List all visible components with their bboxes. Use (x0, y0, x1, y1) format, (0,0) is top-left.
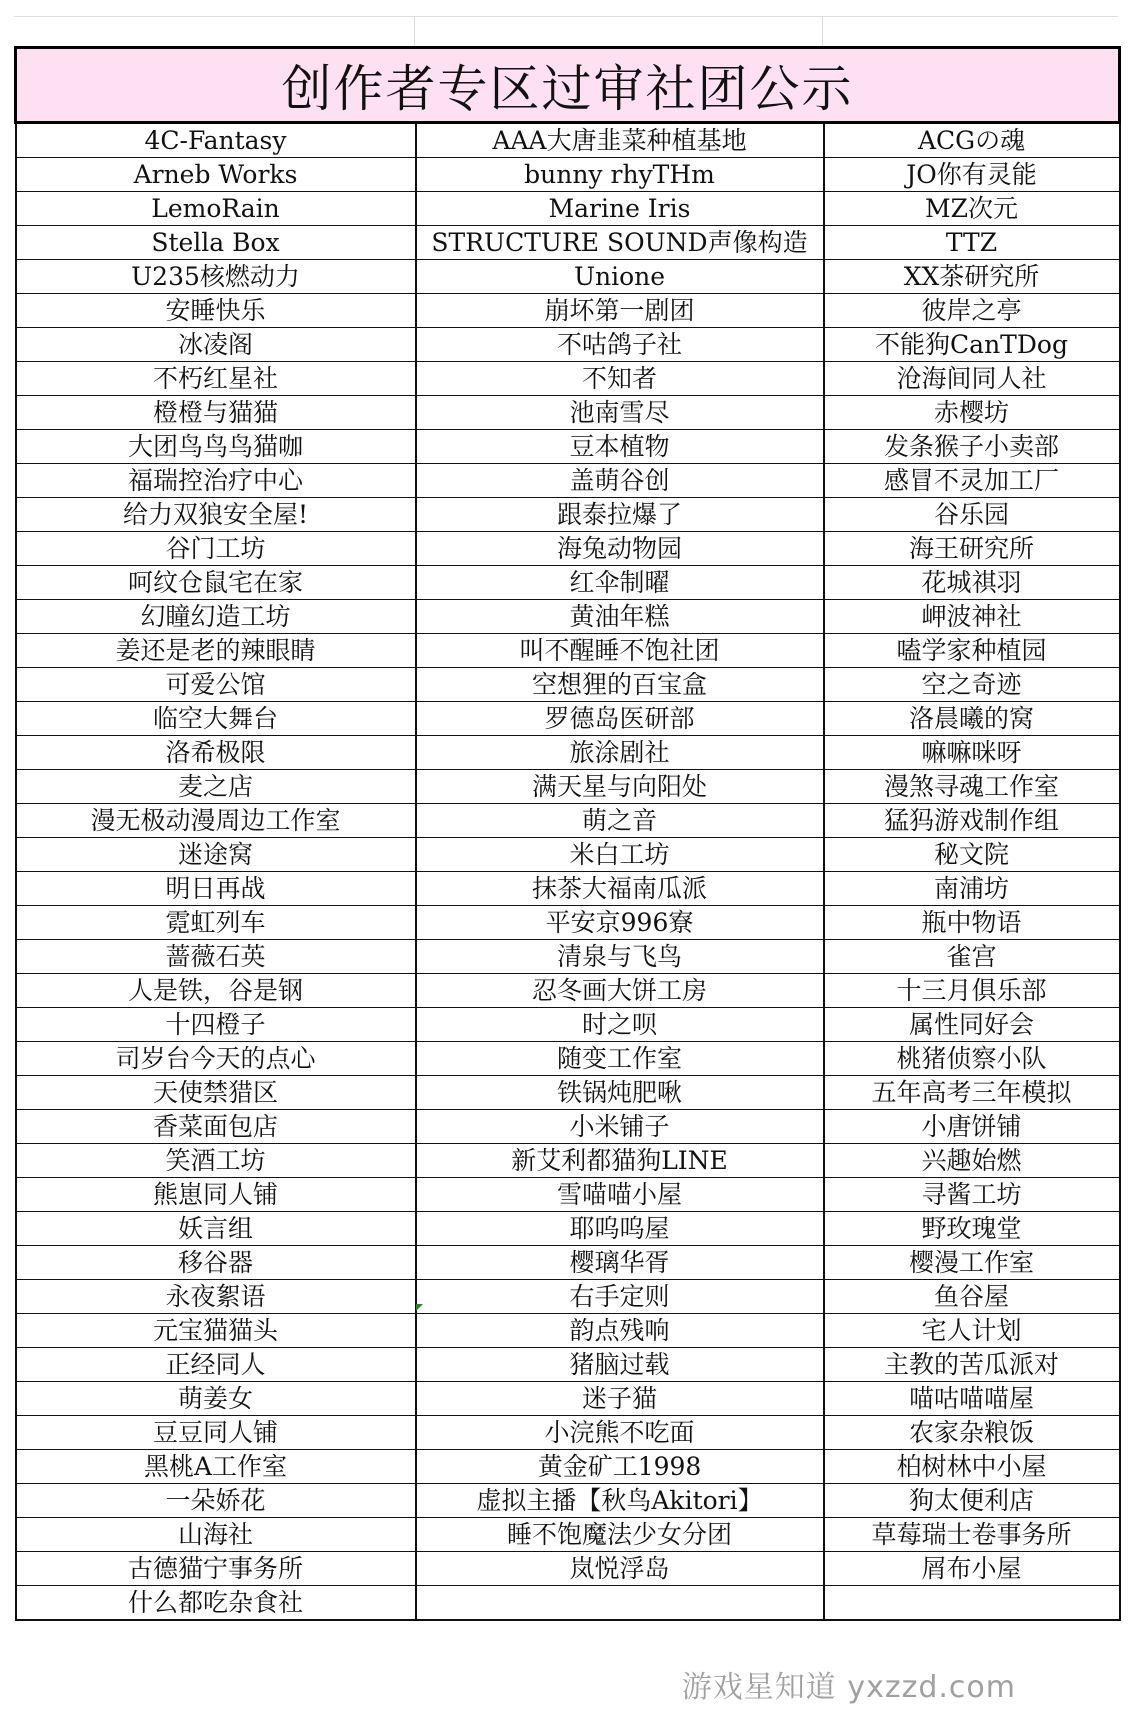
club-name-cell[interactable]: 跟泰拉爆了 (416, 498, 824, 532)
club-name-cell[interactable]: 不咕鸽子社 (416, 328, 824, 362)
club-name-cell[interactable]: 瓶中物语 (824, 906, 1120, 940)
table-row (16, 260, 1120, 294)
club-name-cell[interactable]: 不朽红星社 (16, 362, 416, 396)
watermark: 游戏星知道 yxzzd.com (681, 1670, 1016, 1705)
club-name-cell[interactable]: 冰凌阁 (16, 328, 416, 362)
club-name-cell[interactable]: 寻酱工坊 (824, 1178, 1120, 1212)
club-name-cell[interactable]: 谷门工坊 (16, 532, 416, 566)
club-name-cell[interactable]: 时之呗 (416, 1008, 824, 1042)
table-row (16, 1450, 1120, 1484)
club-name-cell[interactable]: STRUCTURE SOUND声像构造 (416, 226, 824, 260)
table-row (16, 1586, 1120, 1621)
title-row (16, 48, 1120, 123)
table-row (16, 1212, 1120, 1246)
club-name-cell[interactable]: 霓虹列车 (16, 906, 416, 940)
club-name-cell[interactable]: 空想狸的百宝盒 (416, 668, 824, 702)
club-name-cell[interactable]: 萌姜女 (16, 1382, 416, 1416)
club-name-cell[interactable]: XX茶研究所 (824, 260, 1120, 294)
table-row (16, 1280, 1120, 1314)
club-name-cell[interactable]: bunny rhyTHm (416, 158, 824, 192)
club-name-cell[interactable]: 喵咕喵喵屋 (824, 1382, 1120, 1416)
club-name-cell[interactable]: 猪脑过载 (416, 1348, 824, 1382)
table-row (16, 770, 1120, 804)
club-name-cell[interactable]: 漫煞寻魂工作室 (824, 770, 1120, 804)
club-name-cell[interactable]: 明日再战 (16, 872, 416, 906)
club-name-cell[interactable]: 满天星与向阳处 (416, 770, 824, 804)
club-name-cell[interactable]: 山海社 (16, 1518, 416, 1552)
club-name-cell[interactable]: 岬波神社 (824, 600, 1120, 634)
table-row (16, 600, 1120, 634)
club-name-cell[interactable]: 元宝猫猫头 (16, 1314, 416, 1348)
club-name-cell[interactable]: 麦之店 (16, 770, 416, 804)
club-name-cell[interactable]: JO你有灵能 (824, 158, 1120, 192)
table-row (16, 804, 1120, 838)
table-row (16, 328, 1120, 362)
club-name-cell[interactable]: Unione (416, 260, 824, 294)
club-name-cell[interactable]: 大团鸟鸟鸟猫咖 (16, 430, 416, 464)
table-row (16, 1314, 1120, 1348)
club-name-cell[interactable]: 米白工坊 (416, 838, 824, 872)
club-name-cell[interactable]: 耶呜呜屋 (416, 1212, 824, 1246)
club-name-cell[interactable]: 笑酒工坊 (16, 1144, 416, 1178)
club-name-cell[interactable]: 睡不饱魔法少女分团 (416, 1518, 824, 1552)
club-name-cell[interactable]: 熊崽同人铺 (16, 1178, 416, 1212)
club-name-cell[interactable]: 草莓瑞士卷事务所 (824, 1518, 1120, 1552)
club-name-cell[interactable]: 姜还是老的辣眼睛 (16, 634, 416, 668)
club-name-cell[interactable]: 嘛嘛咪呀 (824, 736, 1120, 770)
club-name-cell[interactable]: 彼岸之亭 (824, 294, 1120, 328)
club-name-cell[interactable]: 五年高考三年模拟 (824, 1076, 1120, 1110)
club-name-cell[interactable]: 不能狗CanTDog (824, 328, 1120, 362)
club-name-cell[interactable]: 豆豆同人铺 (16, 1416, 416, 1450)
club-name-cell[interactable]: 属性同好会 (824, 1008, 1120, 1042)
table-row (16, 396, 1120, 430)
club-name-cell[interactable]: 十四橙子 (16, 1008, 416, 1042)
club-name-cell[interactable]: 呵纹仓鼠宅在家 (16, 566, 416, 600)
club-name-cell[interactable]: U235核燃动力 (16, 260, 416, 294)
club-name-cell[interactable]: 赤樱坊 (824, 396, 1120, 430)
club-name-cell[interactable]: 发条猴子小卖部 (824, 430, 1120, 464)
club-name-cell[interactable]: 感冒不灵加工厂 (824, 464, 1120, 498)
table-row (16, 702, 1120, 736)
club-name-cell[interactable]: 右手定则 (416, 1280, 824, 1314)
club-name-cell[interactable]: 空之奇迹 (824, 668, 1120, 702)
table-row (16, 1144, 1120, 1178)
club-name-cell[interactable]: 不知者 (416, 362, 824, 396)
table-row (16, 362, 1120, 396)
club-name-cell[interactable]: 樱漫工作室 (824, 1246, 1120, 1280)
club-name-cell[interactable]: 洛希极限 (16, 736, 416, 770)
table-row (16, 1178, 1120, 1212)
club-name-cell[interactable]: ACGの魂 (824, 123, 1120, 158)
club-name-cell[interactable]: Arneb Works (16, 158, 416, 192)
table-body (16, 123, 1120, 1621)
club-name-cell[interactable]: 黄金矿工1998 (416, 1450, 824, 1484)
table-row (16, 1416, 1120, 1450)
club-name-cell[interactable]: 香菜面包店 (16, 1110, 416, 1144)
table-row (16, 192, 1120, 226)
club-name-cell[interactable]: 桃猪侦察小队 (824, 1042, 1120, 1076)
club-name-cell[interactable]: 漫无极动漫周边工作室 (16, 804, 416, 838)
table-row (16, 1246, 1120, 1280)
table-row (16, 123, 1120, 158)
club-name-cell[interactable] (416, 1586, 824, 1621)
club-name-cell[interactable]: 洛晨曦的窝 (824, 702, 1120, 736)
club-name-cell[interactable]: 花城祺羽 (824, 566, 1120, 600)
club-name-cell[interactable]: 司岁台今天的点心 (16, 1042, 416, 1076)
club-name-cell[interactable]: 安睡快乐 (16, 294, 416, 328)
club-name-cell[interactable]: 谷乐园 (824, 498, 1120, 532)
table-row (16, 566, 1120, 600)
club-name-cell[interactable]: 旅涂剧社 (416, 736, 824, 770)
club-name-cell[interactable]: 屑布小屋 (824, 1552, 1120, 1586)
table-row (16, 906, 1120, 940)
club-name-cell[interactable]: 狗太便利店 (824, 1484, 1120, 1518)
table-row (16, 532, 1120, 566)
club-name-cell[interactable]: LemoRain (16, 192, 416, 226)
club-name-cell[interactable]: 临空大舞台 (16, 702, 416, 736)
club-name-cell[interactable]: 农家杂粮饭 (824, 1416, 1120, 1450)
table-row (16, 1518, 1120, 1552)
club-name-cell[interactable]: 樱璃华胥 (416, 1246, 824, 1280)
table-row (16, 940, 1120, 974)
club-name-cell[interactable]: 平安京996寮 (416, 906, 824, 940)
club-name-cell[interactable]: MZ次元 (824, 192, 1120, 226)
table-row (16, 634, 1120, 668)
table-row (16, 736, 1120, 770)
table-row (16, 430, 1120, 464)
club-name-cell[interactable]: 红伞制曜 (416, 566, 824, 600)
club-name-cell[interactable]: 沧海间同人社 (824, 362, 1120, 396)
club-name-cell[interactable]: 罗德岛医研部 (416, 702, 824, 736)
club-name-cell[interactable]: 随变工作室 (416, 1042, 824, 1076)
club-name-cell[interactable]: 野玫瑰堂 (824, 1212, 1120, 1246)
club-name-cell[interactable]: 新艾利都猫狗LINE (416, 1144, 824, 1178)
table-row (16, 838, 1120, 872)
club-name-cell[interactable]: AAA大唐韭菜种植基地 (416, 123, 824, 158)
club-name-cell[interactable]: 福瑞控治疗中心 (16, 464, 416, 498)
club-name-cell[interactable]: 黄油年糕 (416, 600, 824, 634)
club-name-cell[interactable]: 忍冬画大饼工房 (416, 974, 824, 1008)
table-row (16, 226, 1120, 260)
club-name-cell[interactable]: 给力双狼安全屋! (16, 498, 416, 532)
club-name-cell[interactable]: 十三月俱乐部 (824, 974, 1120, 1008)
club-name-cell[interactable]: 黑桃A工作室 (16, 1450, 416, 1484)
club-name-cell[interactable]: 南浦坊 (824, 872, 1120, 906)
club-name-cell[interactable]: 小唐饼铺 (824, 1110, 1120, 1144)
cell-comment-marker-icon (416, 1304, 423, 1311)
club-name-cell[interactable]: 一朵娇花 (16, 1484, 416, 1518)
table-row (16, 158, 1120, 192)
approved-clubs-table (14, 46, 1121, 1621)
club-name-cell[interactable]: 天使禁猎区 (16, 1076, 416, 1110)
gridline (414, 17, 415, 47)
club-name-cell[interactable]: 永夜絮语 (16, 1280, 416, 1314)
table-row (16, 1008, 1120, 1042)
club-name-cell[interactable]: 什么都吃杂食社 (16, 1586, 416, 1621)
page-title[interactable]: 创作者专区过审社团公示 (16, 48, 1120, 123)
table-row (16, 294, 1120, 328)
table-row (16, 1552, 1120, 1586)
club-name-cell[interactable]: 海王研究所 (824, 532, 1120, 566)
club-name-cell[interactable]: 迷途窝 (16, 838, 416, 872)
club-name-cell[interactable]: 宅人计划 (824, 1314, 1120, 1348)
club-name-cell[interactable]: 可爱公馆 (16, 668, 416, 702)
club-name-cell[interactable]: 妖言组 (16, 1212, 416, 1246)
table-row (16, 1110, 1120, 1144)
club-name-cell[interactable]: 岚悦浮岛 (416, 1552, 824, 1586)
club-name-cell[interactable]: 小浣熊不吃面 (416, 1416, 824, 1450)
club-name-cell[interactable]: 海兔动物园 (416, 532, 824, 566)
club-name-cell[interactable] (824, 1586, 1120, 1621)
club-name-cell[interactable]: TTZ (824, 226, 1120, 260)
club-name-cell[interactable]: 主教的苦瓜派对 (824, 1348, 1120, 1382)
club-name-cell[interactable]: 橙橙与猫猫 (16, 396, 416, 430)
table-row (16, 498, 1120, 532)
club-name-cell[interactable]: 叫不醒睡不饱社团 (416, 634, 824, 668)
club-name-cell[interactable]: 盖萌谷创 (416, 464, 824, 498)
club-name-cell[interactable]: 铁锅炖肥啾 (416, 1076, 824, 1110)
club-name-cell[interactable]: 迷子猫 (416, 1382, 824, 1416)
club-name-cell[interactable]: 崩坏第一剧团 (416, 294, 824, 328)
club-name-cell[interactable]: 人是铁，谷是钢 (16, 974, 416, 1008)
club-name-cell[interactable]: 鱼谷屋 (824, 1280, 1120, 1314)
table-row (16, 1348, 1120, 1382)
club-name-cell[interactable]: 兴趣始燃 (824, 1144, 1120, 1178)
club-name-cell[interactable]: 猛犸游戏制作组 (824, 804, 1120, 838)
club-name-cell[interactable]: 移谷器 (16, 1246, 416, 1280)
table-row (16, 464, 1120, 498)
club-name-cell[interactable]: 蔷薇石英 (16, 940, 416, 974)
club-name-cell[interactable]: 韵点残响 (416, 1314, 824, 1348)
club-name-cell[interactable]: 虚拟主播【秋鸟Akitori】 (416, 1484, 824, 1518)
club-name-cell[interactable]: 清泉与飞鸟 (416, 940, 824, 974)
spreadsheet-empty-top-row (14, 16, 1118, 46)
club-name-cell[interactable]: Marine Iris (416, 192, 824, 226)
table-row (16, 1076, 1120, 1110)
club-name-cell[interactable]: 雀宫 (824, 940, 1120, 974)
table-row (16, 872, 1120, 906)
gridline (822, 17, 823, 47)
table-row (16, 1042, 1120, 1076)
club-name-cell[interactable]: 雪喵喵小屋 (416, 1178, 824, 1212)
club-name-cell[interactable]: 柏树林中小屋 (824, 1450, 1120, 1484)
table-row (16, 1484, 1120, 1518)
club-name-cell[interactable]: 古德猫宁事务所 (16, 1552, 416, 1586)
club-name-cell[interactable]: 豆本植物 (416, 430, 824, 464)
club-name-cell[interactable]: 嗑学家种植园 (824, 634, 1120, 668)
club-name-cell[interactable]: 萌之音 (416, 804, 824, 838)
club-name-cell[interactable]: 幻瞳幻造工坊 (16, 600, 416, 634)
club-name-cell[interactable]: 4C-Fantasy (16, 123, 416, 158)
club-name-cell[interactable]: 小米铺子 (416, 1110, 824, 1144)
table-row (16, 1382, 1120, 1416)
club-name-cell[interactable]: 秘文院 (824, 838, 1120, 872)
table-row (16, 974, 1120, 1008)
club-name-cell[interactable]: 正经同人 (16, 1348, 416, 1382)
table-row (16, 668, 1120, 702)
club-name-cell[interactable]: Stella Box (16, 226, 416, 260)
club-name-cell[interactable]: 抹茶大福南瓜派 (416, 872, 824, 906)
club-name-cell[interactable]: 池南雪尽 (416, 396, 824, 430)
